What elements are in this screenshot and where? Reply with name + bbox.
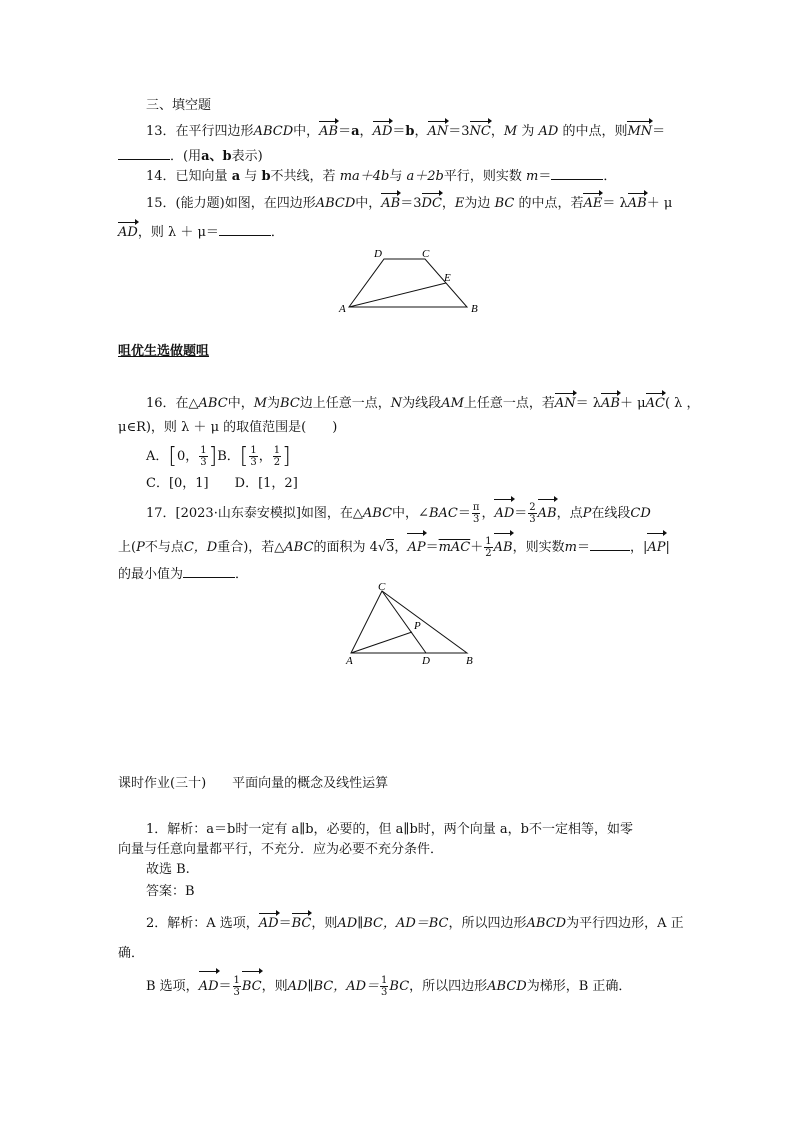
q17-l2-text-2: 不与点: [144, 540, 184, 555]
label-c: C: [378, 581, 386, 593]
ans2-b-eq: ＝: [218, 979, 232, 994]
answer-blank-17a: [590, 539, 630, 551]
q15-text-6: ＝ λ: [602, 196, 628, 211]
q15-abcd: ABCD: [315, 196, 356, 211]
vector-ab: AB: [319, 124, 339, 139]
ans2-text-4: 为平行四边形，A 正: [566, 916, 684, 931]
q14-text-1: 已知向量: [175, 169, 228, 184]
vector-ap-2: AP: [647, 536, 665, 560]
vector-ab: AB: [538, 502, 557, 526]
q17-l2-text-7: ，则实数: [512, 540, 565, 555]
q14-text-6: ＝: [538, 169, 552, 184]
q17-number: 17．: [146, 506, 176, 521]
vector-dc: DC: [421, 196, 442, 211]
q13-sep-2: ，: [414, 124, 428, 139]
label-b: B: [466, 655, 473, 666]
vector-an: AN: [427, 124, 449, 139]
q16-text-1: 在△: [175, 396, 199, 411]
q16-n: N: [390, 396, 403, 411]
answer-2-line-1: [146, 916, 684, 932]
q17-l2-abc: ABC: [284, 540, 314, 555]
q13-text-2: 中，: [293, 124, 320, 139]
q17-l3-text: 的最小值为: [118, 567, 184, 582]
q17-l2-text-5: ，: [394, 540, 408, 555]
question-13-line-2: ．(用a、b表示): [118, 148, 263, 165]
vector-ae: AE: [583, 196, 603, 211]
question-17-line-2: [118, 536, 670, 560]
vector-ad: AD: [494, 502, 514, 526]
option-c: C．[0，1]: [146, 476, 209, 491]
vector-mn: MN: [627, 124, 653, 139]
q13-eq: ＝: [338, 124, 352, 139]
q17-text-2: 中，∠: [392, 506, 429, 521]
q16-text-2: 中，: [227, 396, 254, 411]
q16-abc: ABC: [198, 396, 228, 411]
option-b-label: B．: [217, 449, 240, 464]
q17-abc: ABC: [362, 506, 393, 521]
q16-am: AM: [441, 396, 464, 411]
label-a: A: [339, 303, 346, 315]
q13-text-5: 的中点，则: [562, 124, 628, 139]
label-e: E: [444, 272, 451, 284]
answer-2-line-2: 确．: [118, 946, 145, 961]
ans2-abcd: ABCD: [526, 916, 567, 931]
q15-eq: ＝3: [400, 196, 422, 211]
ans2-eq: ＝: [278, 916, 292, 931]
q17-text-1: [2023·山东泰安模拟]如图，在△: [175, 506, 363, 521]
q16-text-8: ＋ μ: [620, 396, 646, 411]
q17-mac: $\overline{mAC}$: [438, 540, 471, 555]
bracket-left-icon: [: [168, 443, 177, 469]
question-15-line-2: AD，则 λ ＋ μ＝ ．: [118, 225, 284, 240]
answer-1-line-3: 故选 B.: [146, 862, 190, 877]
q15-text-4: 为边: [464, 196, 491, 211]
vector-ad-2: AD: [199, 974, 219, 1000]
triangle-abc: [351, 591, 467, 653]
option-a-label: A．: [146, 449, 169, 464]
option-d: D．[1，2]: [234, 476, 298, 491]
q14-a: a: [231, 169, 241, 184]
vector-ab-2: AB: [627, 196, 647, 211]
q15-text-2: 中，: [355, 196, 382, 211]
trapezoid-figure: [336, 244, 496, 320]
q13-ad: AD: [538, 124, 559, 139]
q13-ab: a、b: [201, 149, 232, 164]
q14-text-5: 平行，则实数: [443, 169, 522, 184]
q16-text-3: 为: [267, 396, 281, 411]
q17-sqrt3: 3: [386, 540, 395, 555]
q13-text-7: 表示): [231, 149, 263, 164]
answer-blank-17b: [183, 566, 235, 578]
sqrt-icon: √: [377, 540, 387, 555]
question-17-line-1: [146, 502, 651, 526]
q17-l2-text-10: |: [665, 540, 670, 555]
vector-a: a: [351, 124, 360, 139]
option-a-left: 0，: [176, 449, 199, 464]
label-p: P: [414, 620, 421, 632]
vector-b: b: [405, 124, 415, 139]
question-16-line-1: [146, 396, 700, 412]
q13-abcd: ABCD: [253, 124, 294, 139]
q15-text-5: 的中点，若: [518, 196, 584, 211]
bracket-left-icon: [: [239, 443, 249, 469]
q13-sep: ，: [359, 124, 373, 139]
q17-cd: CD: [630, 506, 651, 521]
q13-text-6: (用: [183, 149, 202, 164]
label-d: D: [374, 248, 382, 260]
ans2-b-abcd: ABCD: [487, 979, 527, 994]
bracket-right-icon: ]: [208, 443, 218, 469]
vector-ad: AD: [372, 124, 393, 139]
q13-m: M: [503, 124, 518, 139]
vector-ac: AC: [645, 396, 665, 411]
vector-bc: BC: [291, 916, 312, 931]
q15-text-1: (能力题)如图，在四边形: [175, 196, 316, 211]
q14-number: 14．: [146, 169, 176, 184]
option-b-fraction-2: $\frac{1}{2}$: [273, 445, 281, 468]
answer-blank-14: [551, 168, 603, 180]
vector-bc-2: BC: [242, 974, 262, 1000]
bracket-right-icon: ]: [282, 443, 291, 469]
q17-l2-text-3: 重合)，若△: [217, 540, 285, 555]
answer-1-line-4: 答案：B: [146, 884, 195, 899]
q16-text-7: ＝ λ: [575, 396, 602, 411]
ans2-b-text-3: ，所以四边形: [409, 979, 488, 994]
ans2-relation: AD∥BC，AD＝BC: [337, 916, 449, 931]
q16-text-9: ( λ ，: [664, 396, 700, 411]
option-b-fraction-1: $\frac{1}{3}$: [250, 445, 257, 468]
q17-plus: ＋: [470, 540, 484, 555]
q15-text-8: ，则 λ ＋ μ＝: [137, 225, 219, 240]
q16-bc: BC: [280, 396, 300, 411]
question-14: 14．已知向量 a 与 b不共线，若 ma＋4b与 a＋2b平行，则实数 m＝ ．: [146, 169, 617, 184]
vector-ad: AD: [118, 225, 138, 240]
q14-expr-2: a＋2b: [406, 169, 444, 184]
vector-an: AN: [554, 396, 576, 411]
ans2-b-text-2: ，则: [261, 979, 288, 994]
q17-l2-text-1: 上(: [118, 540, 137, 555]
section-subheader: 咀优生选做题咀: [118, 344, 210, 359]
q16-text-5: 为线段: [402, 396, 442, 411]
homework-title: 课时作业(三十) 平面向量的概念及线性运算: [118, 776, 389, 791]
question-16-options-ab: [146, 444, 291, 470]
q17-text-3: ＝: [457, 506, 471, 521]
question-16-options-cd: [146, 476, 298, 492]
vector-ad: AD: [258, 916, 279, 931]
q15-number: 15．: [146, 196, 176, 211]
q17-text-6: ，点: [556, 506, 583, 521]
answer-2-line-3: [146, 974, 631, 1000]
q17-text-4: ，: [481, 506, 495, 521]
ans2-b-text-1: B 选项，: [146, 979, 199, 994]
q17-m: m: [564, 540, 577, 555]
label-c: C: [422, 248, 430, 260]
vector-nc: NC: [469, 124, 491, 139]
q17-l2-text-4: 的面积为 4: [313, 540, 378, 555]
vector-ab: AB: [601, 396, 620, 411]
vector-ab-2: AB: [494, 536, 513, 560]
q14-text-2: 与: [244, 169, 258, 184]
q13-number: 13．: [146, 124, 176, 139]
q14-text-3: 不共线，若: [270, 169, 336, 184]
q17-text-7: 在线段: [591, 506, 631, 521]
q17-bac: BAC: [428, 506, 458, 521]
q17-pi-over-3: $\frac{\pi}{3}$: [472, 502, 480, 525]
answer-blank-15: [219, 224, 271, 236]
q17-one-half: $\frac{1}{2}$: [485, 536, 492, 559]
q15-bc: BC: [494, 196, 515, 211]
q15-e: E: [454, 196, 465, 211]
q13-text-3: ，: [490, 124, 504, 139]
q16-text-4: 边上任意一点，: [299, 396, 391, 411]
ans2-text-1: 2．解析：A 选项，: [146, 916, 259, 931]
q17-text-5: ＝: [514, 506, 528, 521]
question-15-line-1: [146, 196, 672, 212]
q16-m: M: [253, 396, 268, 411]
question-16-line-2: μ∈R)，则 λ ＋ μ 的取值范围是( ): [118, 420, 338, 435]
q14-b: b: [261, 169, 271, 184]
answer-1-line-1: 1．解析：a＝b时一定有 a∥b，必要的，但 a∥b时，两个向量 a，b不一定相等，如零: [146, 822, 633, 837]
ans2-b-bc: BC: [389, 979, 410, 994]
q13-text-1: 在平行四边形: [175, 124, 254, 139]
q13-text-4: 为: [521, 124, 535, 139]
ans2-one-third-2: $\frac{1}{3}$: [381, 975, 388, 998]
q16-text-6: 上任意一点，若: [463, 396, 555, 411]
ans2-b-text-4: 为梯形，B 正确．: [526, 979, 632, 994]
vector-ab: AB: [381, 196, 401, 211]
label-d: D: [422, 655, 430, 666]
vector-ap: AP: [407, 536, 425, 560]
q15-text-7: ＋ μ: [646, 196, 673, 211]
ans2-one-third: $\frac{1}{3}$: [233, 975, 240, 998]
question-17-line-3: 的最小值为 ．: [118, 567, 249, 582]
q14-text-4: 与: [389, 169, 403, 184]
q17-p: P: [582, 506, 592, 521]
option-a-fraction: $\frac{1}{3}$: [200, 445, 207, 468]
q17-l2-cd: C，D: [183, 540, 218, 555]
q16-number: 16．: [146, 396, 176, 411]
option-b-comma: ，: [258, 449, 272, 464]
question-13-line-1: 13．在平行四边形ABCD中，AB＝a，AD＝b，AN＝3NC，M 为 AD 的中点，则MN＝: [146, 124, 666, 139]
answer-blank-13: [118, 148, 170, 160]
ans2-text-2: ，则: [311, 916, 338, 931]
q17-two-thirds: $\frac{2}{3}$: [529, 502, 536, 525]
q14-expr-1: ma＋4b: [339, 169, 390, 184]
label-b: B: [471, 303, 478, 315]
q17-l2-text-6: ＝: [425, 540, 439, 555]
q15-text-3: ，: [441, 196, 455, 211]
label-a: A: [346, 655, 353, 666]
section-title: 三、填空题: [146, 98, 212, 113]
answer-1-line-2: 向量与任意向量都平行，不充分．应为必要不充分条件．: [118, 842, 444, 857]
q17-l2-text-9: ，|: [629, 540, 648, 555]
q13-eq-3: ＝3: [448, 124, 470, 139]
q17-l2-p: P: [136, 540, 145, 555]
q17-l2-text-8: ＝: [576, 540, 590, 555]
triangle-figure: [340, 580, 490, 666]
ans2-b-relation: AD∥BC，AD＝: [287, 979, 380, 994]
q13-eq-2: ＝: [392, 124, 406, 139]
q14-m: m: [526, 169, 539, 184]
ans2-text-3: ，所以四边形: [448, 916, 527, 931]
